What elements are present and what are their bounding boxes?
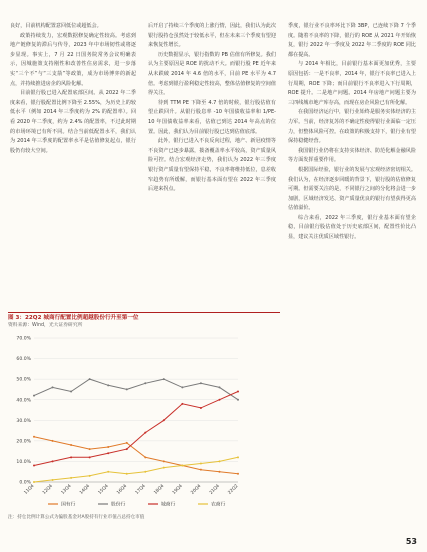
y-tick-label: 50.0% (16, 377, 31, 383)
data-point (200, 462, 202, 464)
series-line (34, 379, 238, 400)
y-tick-label: 20.0% (16, 439, 31, 445)
paragraph: 政策持续发力，宏观数据修复确定性较高。考虑到地产链修复的滞后与传导，2023 年中市场韧性或将逐步显现。事实上，7 月 22 日国务院常务会议明确表示，因城施策支持刚性和改善性住房需求，进一步落实“三个不”与“三支箭”等政策，成为市场博弈的新起点，并持续推进房企的风险化解。 (10, 32, 136, 87)
data-point (218, 399, 220, 401)
paragraph: 良好，目前机构配置意回低位或超低会。 (10, 23, 102, 29)
data-point (163, 467, 165, 469)
data-point (144, 432, 146, 434)
data-point (200, 382, 202, 384)
x-tick-label: 22Q2 (227, 483, 240, 496)
text-column-2 (148, 22, 276, 195)
data-point (107, 384, 109, 386)
data-point (70, 456, 72, 458)
x-tick-label: 15Q4 (97, 483, 110, 496)
data-point (126, 473, 128, 475)
data-point (89, 448, 91, 450)
data-point (107, 452, 109, 454)
data-point (237, 399, 239, 401)
data-point (218, 460, 220, 462)
data-point (107, 446, 109, 448)
x-tick-label: 12Q4 (42, 483, 54, 496)
data-point (181, 465, 183, 467)
data-point (107, 471, 109, 473)
data-point (89, 378, 91, 380)
data-point (126, 388, 128, 390)
data-point (33, 481, 35, 483)
data-point (70, 477, 72, 479)
x-tick-label: 19Q4 (171, 483, 184, 496)
x-tick-label: 17Q4 (134, 483, 147, 496)
data-point (144, 382, 146, 384)
data-point (144, 471, 146, 473)
paragraph: 历史数据显示，银行指数的 PB 估值有所修复。我们认为主要原因是 ROE 的扰动不大。而银行股 PE 近年来从未跌破 2014 年 4.6 倍的水平，目前 PE 水平为 4.7 倍。考虑到银行盈利稳定性较高，整体估值修复的空间值得关注。 (148, 51, 276, 97)
data-point (237, 473, 239, 475)
y-tick-label: 60.0% (16, 357, 31, 363)
figure-note: 注：持仓比例计算公式为偏股基金对A股持有行业市值占总持仓市值 (8, 515, 145, 520)
data-point (144, 456, 146, 458)
y-tick-label: 40.0% (16, 398, 31, 404)
x-tick-label: 11Q4 (23, 483, 36, 496)
data-point (237, 456, 239, 458)
x-tick-label: 18Q4 (153, 483, 166, 496)
series-line (34, 457, 238, 482)
series-line (34, 392, 238, 466)
legend-label: 股份行 (111, 502, 126, 508)
data-point (70, 390, 72, 392)
y-tick-label: 10.0% (16, 460, 31, 466)
data-point (126, 442, 128, 444)
text-column-1 (10, 22, 136, 156)
paragraph: 目前银行股已进入配置底部区间。从 2022 年二季度来看，银行股配置比例下降至 2.55%，为历史上的较低水平（例如 2014 年三季度约为 2% 的配置率）。回看 2020 年二季度，约为 2.4% 的配置率，不过此时期的市场环境已有所不同。结合当前低配置水平，我们认为 2014 年三季度的配置率水平是估值修复起点，银行股仍有较大空间。 (10, 90, 136, 154)
y-tick-label: 70.0% (16, 336, 31, 342)
x-tick-label: 14Q4 (79, 483, 92, 496)
data-point (181, 386, 183, 388)
line-chart (8, 332, 280, 512)
data-point (33, 436, 35, 438)
data-point (33, 395, 35, 397)
paragraph: 待到 TTM PE 下降至 4.7 倍的时候，银行股估值有望止跌回升。从银行股息率 -10 年国债收益率和 1/PE-10 年国债收益率来看，估值已到达 2014 年高点的位置。因此，我们认为目前银行股已达到估值底部。 (148, 99, 276, 135)
paragraph: 我国银行业仍将在支持实体经济、防范化解金融风险等方面发挥重要作用。 (288, 147, 416, 164)
paragraph: 此外，银行已进入不良反向过程，地产、新冠疫情等不良资产已逐步暴露，拨备覆盖率水平较高，资产质量风险可控。结合宏观经济走势，我们认为 2022 年三季度银行资产质量有望保持平稳，不良率将维持低位，息差收窄趋势有所缓解，而银行基本面有望在 2022 年三季度后迎来拐点。 (148, 138, 276, 193)
data-point (163, 460, 165, 462)
data-point (89, 475, 91, 477)
data-point (89, 456, 91, 458)
data-point (200, 407, 202, 409)
paragraph: 与 2014 年相比，目前银行基本面更加优秀，主要原因包括：一是不良率，2014 年，银行不良率已进入上行周期，ROE 下降；而目前银行不良率进入下行周期，ROE 提升。二是地产问题。2014 年房地产问题主要为三四线城市地产库存高，而现在房企风险已有所化解。 (288, 61, 416, 106)
x-tick-label: 13Q4 (60, 483, 73, 496)
figure-source: 资料来源：Wind，光大证券研究所 (8, 323, 83, 328)
data-point (181, 403, 183, 405)
figure-top-rule (8, 312, 280, 313)
legend-label: 农商行 (211, 502, 226, 508)
paragraph: 在我国经济运行中，银行业始终是服务实体经济的主力军。当前，经济复苏的不确定性使得银行业面临一定压力，但整体风险可控。在政策的积极支持下，银行业有望保持稳健经营。 (288, 109, 416, 145)
figure (8, 314, 280, 524)
data-point (218, 471, 220, 473)
text-column-3 (288, 22, 416, 243)
y-tick-label: 0.0% (19, 480, 31, 486)
paragraph: 季度，银行业不良率环比下降 3BP，已连续下降 7 个季度。随着不良率的下降，银行的 ROE 从 2021 年开始恢复，银行 2022 年一季度及 2022 年二季度的 ROE 同比都在提高。 (288, 23, 416, 58)
data-point (70, 444, 72, 446)
paragraph: 综合来看，2022 年三季度，银行业基本面有望企稳，目前银行股估值处于历史底部区间，配置性价比凸显，建议关注优质区域性银行。 (288, 214, 416, 241)
legend-label: 城商行 (161, 502, 176, 508)
series-line (34, 437, 238, 474)
paragraph: 根据国际经验，银行业的发展与宏观经济密切相关。我们认为，在经济逐步回暖的背景下，银行股的估值修复可期。但需要关注的是，不同银行之间的分化将会进一步加剧，区域经济发达、资产质量优良的银行有望获得更高估值溢价。 (288, 166, 416, 212)
y-tick-label: 30.0% (16, 418, 31, 424)
data-point (163, 419, 165, 421)
data-point (237, 390, 239, 392)
data-point (126, 448, 128, 450)
data-point (52, 386, 54, 388)
data-point (52, 440, 54, 442)
data-point (52, 479, 54, 481)
paragraph: 后开启了持续三个季度的上涨行情，因此，我们认为此次银行股持仓虽然处于较低水平，但在未来三个季度有望迎来恢复性增长。 (148, 23, 276, 49)
legend-label: 国有行 (61, 502, 76, 508)
data-point (218, 386, 220, 388)
data-point (200, 469, 202, 471)
data-point (33, 465, 35, 467)
x-tick-label: 16Q4 (116, 483, 129, 496)
figure-title: 图 3：22Q2 城商行配置比例超越股份行升至第一位 (8, 315, 139, 321)
x-tick-label: 21Q4 (208, 483, 221, 496)
data-point (163, 378, 165, 380)
page-number: 53 (405, 537, 417, 546)
data-point (52, 460, 54, 462)
x-tick-label: 20Q4 (190, 483, 203, 496)
